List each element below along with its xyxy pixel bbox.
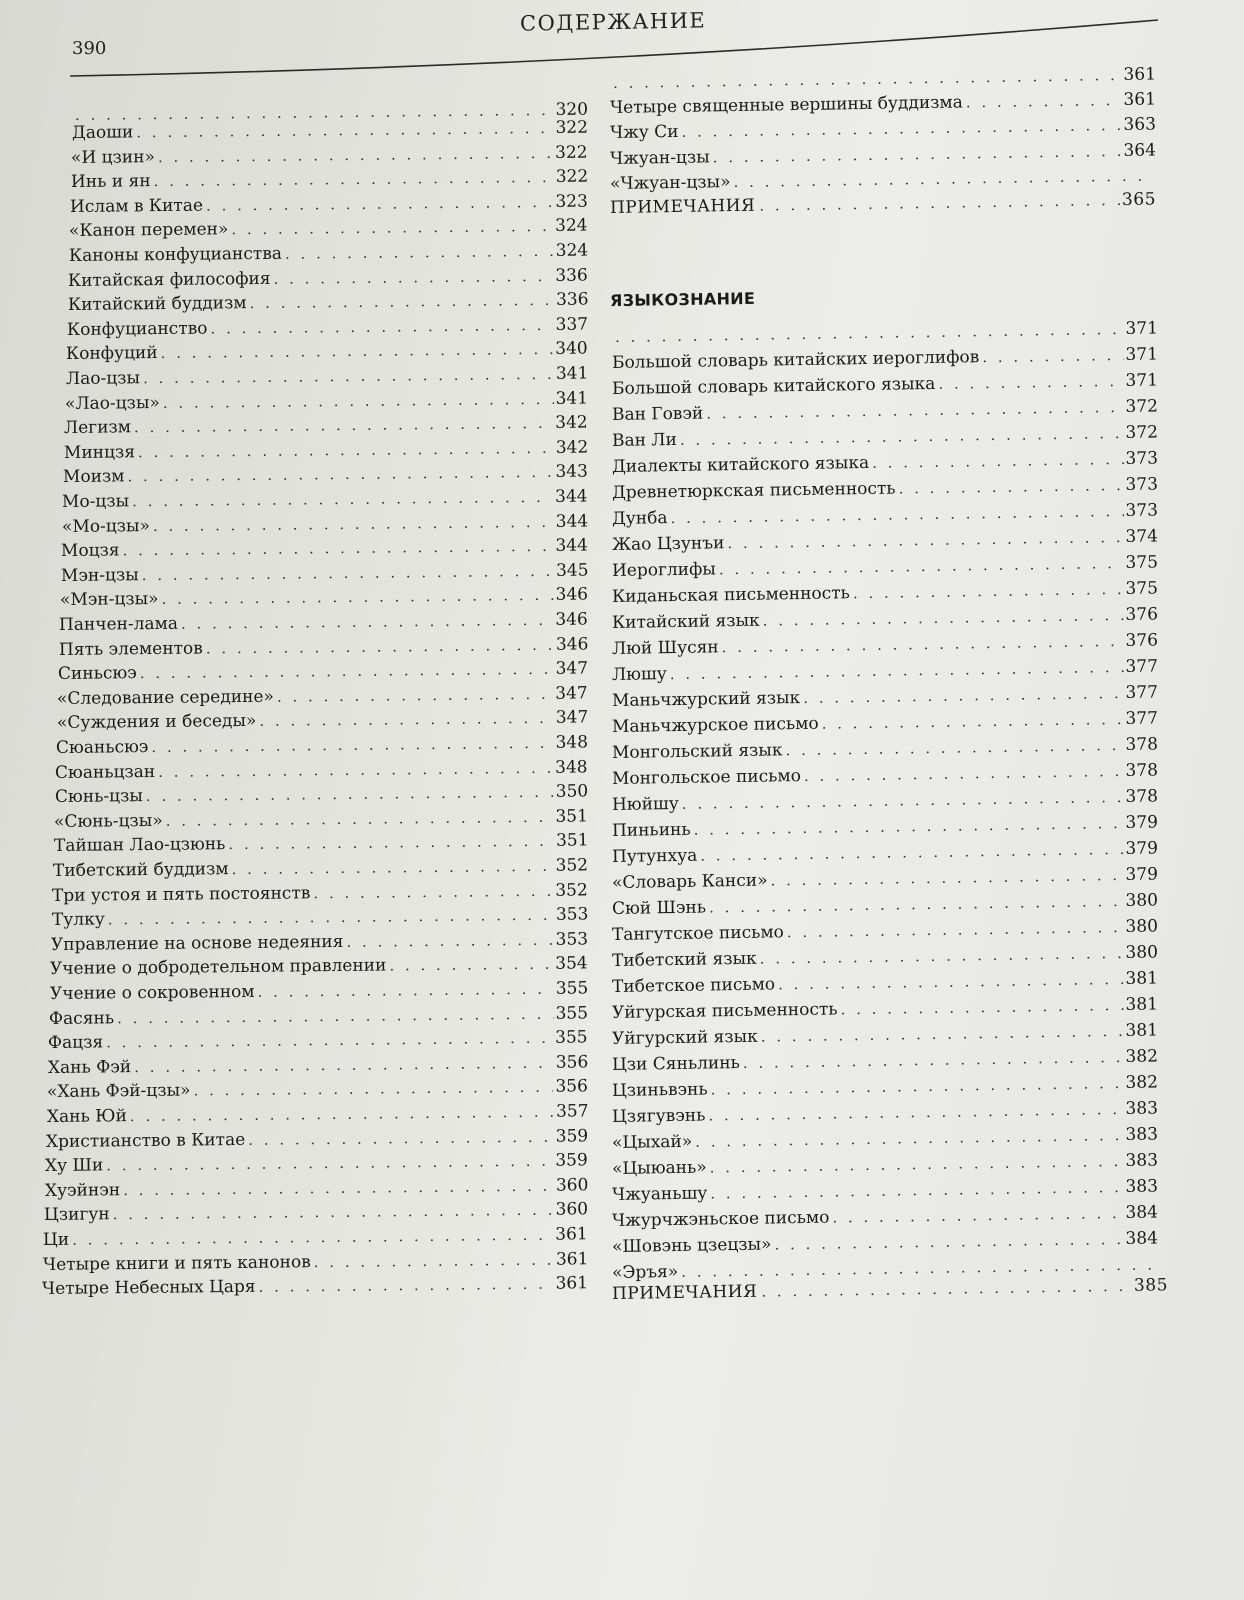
toc-entry-page: 383: [1125, 1150, 1159, 1171]
toc-entry-title: Христианство в Китае: [45, 1129, 246, 1152]
toc-leader-dots: [681, 114, 1121, 143]
toc-entry[interactable]: [612, 551, 1158, 582]
toc-section-top-number: . . . 371: [612, 317, 1158, 348]
toc-entry-page: 384: [1125, 1228, 1159, 1249]
toc-leader-dots: [733, 164, 1154, 193]
toc-entry-page: 342: [555, 412, 589, 434]
toc-entry-title: Люй Шусян: [611, 637, 719, 659]
toc-entry-title: Пять элементов: [58, 638, 203, 660]
notes-label: ПРИМЕЧАНИЯ: [609, 195, 756, 218]
toc-entry-title: Большой словарь китайских иероглифов: [611, 347, 980, 373]
toc-entry[interactable]: [612, 395, 1158, 426]
toc-entry-page: 322: [555, 117, 589, 138]
toc-entry[interactable]: [612, 1149, 1158, 1180]
toc-entry-page: 377: [1125, 682, 1159, 703]
toc-entry-page: 344: [555, 511, 589, 532]
toc-entry-page: 341: [555, 388, 589, 409]
toc-entry[interactable]: [612, 629, 1158, 660]
toc-entry-page: 355: [555, 1027, 589, 1048]
toc-entry[interactable]: [612, 1227, 1158, 1258]
toc-entry-page: 360: [555, 1175, 589, 1196]
toc-leader-dots: [700, 838, 1124, 867]
toc-entry-title: Диалекты китайского языка: [611, 452, 870, 477]
toc-entry[interactable]: [612, 577, 1158, 608]
toc-entry[interactable]: [612, 1071, 1158, 1102]
toc-entry-title: Тибетское письмо: [611, 974, 776, 997]
toc-entry-title: «Мо-цзы»: [61, 515, 150, 537]
toc-entry-page: 353: [555, 904, 589, 925]
toc-leader-dots: [761, 1020, 1124, 1048]
toc-entry[interactable]: [612, 941, 1158, 972]
toc-entry-page: 342: [555, 437, 589, 458]
toc-entry-page: 346: [555, 609, 589, 630]
toc-entry-title: Люшу: [611, 664, 667, 685]
toc-leader-dots: [770, 864, 1123, 892]
toc-entry-title: Хань Фэй: [47, 1056, 131, 1078]
toc-entry-page: 378: [1125, 760, 1159, 781]
toc-entry-page: 345: [555, 560, 589, 581]
toc-entry-title: Уйгурская письменность: [611, 999, 838, 1023]
toc-entry-page: 373: [1125, 500, 1159, 521]
toc-entry-page: 346: [555, 584, 589, 606]
toc-entry-title: Ху Ши: [45, 1155, 104, 1177]
toc-entry[interactable]: [612, 759, 1158, 790]
toc-entry-page: 376: [1125, 630, 1159, 651]
toc-leader-dots: [713, 140, 1122, 168]
toc-entry-title: «Цыхай»: [611, 1131, 693, 1153]
toc-entry-title: Конфуцианство: [66, 318, 208, 340]
toc-entry-title: Ислам в Китае: [69, 195, 204, 217]
notes-page: 365: [1121, 189, 1157, 210]
toc-leader-dots: [803, 682, 1124, 709]
toc-leader-dots: [706, 396, 1124, 425]
toc-leader-dots: [695, 1124, 1124, 1153]
toc-entry-page: 380: [1125, 942, 1159, 963]
toc-entry-title: Тибетский буддизм: [52, 859, 229, 881]
toc-entry[interactable]: [612, 967, 1158, 998]
toc-entry-title: Маньчжурский язык: [611, 688, 801, 711]
toc-entry-title: Ван Говэй: [611, 403, 704, 425]
toc-entry-page: 322: [555, 142, 589, 163]
toc-entry-title: Уйгурский язык: [611, 1026, 758, 1049]
toc-entry[interactable]: [612, 681, 1158, 712]
toc-entry-title: Хуэйнэн: [44, 1180, 120, 1201]
toc-entry-title: Фацзя: [48, 1032, 104, 1054]
toc-entry-page: 348: [555, 757, 589, 778]
toc-leader-dots: [743, 1046, 1124, 1074]
toc-entry[interactable]: [612, 915, 1158, 946]
toc-entry-title: Четыре книги и пять канонов: [42, 1251, 311, 1275]
toc-entry-title: Древнетюркская письменность: [611, 478, 896, 503]
notes-page: 385: [1133, 1275, 1169, 1296]
toc-leader-dots: [853, 578, 1124, 604]
toc-leader-dots: [821, 708, 1123, 735]
toc-entry-title: Цзягувэнь: [611, 1105, 706, 1127]
toc-entry-page: 337: [555, 314, 589, 335]
toc-entry-title: «Чжуан-цзы»: [609, 171, 731, 194]
toc-entry-title: «Лао-цзы»: [64, 392, 160, 414]
toc-entry-page: 373: [1125, 448, 1159, 469]
toc-entry-title: Монгольское письмо: [611, 766, 802, 789]
toc-entry-page: 343: [555, 461, 589, 483]
toc-entry-page: 344: [555, 486, 589, 507]
toc-entry-page: 382: [1125, 1072, 1159, 1093]
toc-entry-page: 376: [1125, 604, 1159, 625]
toc-entry-page: 372: [1125, 396, 1159, 417]
toc-leader-dots: [872, 448, 1124, 474]
toc-entry-title: «Хань Фэй-цзы»: [46, 1080, 191, 1103]
toc-entry[interactable]: [612, 473, 1158, 504]
toc-entry-page: 361: [555, 1248, 589, 1270]
toc-entry-page: 377: [1125, 656, 1159, 677]
toc-entry-page: 360: [555, 1199, 589, 1221]
toc-entry-page: 348: [555, 732, 589, 753]
toc-entry-title: Даоши: [71, 122, 134, 143]
toc-entry-page: 381: [1125, 1020, 1159, 1041]
toc-entry-page: 356: [555, 1052, 589, 1073]
toc-entry-title: «И цзин»: [71, 146, 156, 168]
toc-entry-title: Цзиньвэнь: [611, 1079, 708, 1101]
toc-entry-page: 336: [555, 265, 589, 286]
toc-entry-title: Учение о сокровенном: [49, 981, 255, 1004]
toc-entry-page: 344: [555, 535, 589, 557]
toc-entry-title: Синьсюэ: [57, 663, 137, 685]
toc-entry[interactable]: [612, 1045, 1158, 1076]
toc-entry-title: Мэн-цзы: [60, 564, 139, 586]
toc-entry-title: «Суждения и беседы»: [56, 711, 257, 734]
page-number: 390: [72, 38, 107, 59]
toc-entry[interactable]: [612, 707, 1158, 738]
toc-entry-title: «Шовэнь цзецзы»: [611, 1234, 772, 1257]
toc-entry-page: 324: [555, 240, 589, 261]
toc-leader-dots: [670, 656, 1124, 685]
toc-entry-page: 378: [1125, 786, 1159, 807]
toc-entry-page: 375: [1125, 552, 1159, 573]
toc-entry-title: Мо-цзы: [62, 491, 130, 512]
toc-leader-dots: [709, 890, 1124, 919]
toc-entry-page: 373: [1125, 474, 1159, 495]
toc-entry-page: 363: [1123, 114, 1157, 136]
toc-entry-page: 356: [555, 1076, 589, 1098]
toc-entry-page: 336: [555, 289, 589, 311]
toc-entry-title: «Эръя»: [611, 1261, 679, 1283]
toc-entry[interactable]: [612, 863, 1158, 894]
toc-entry[interactable]: [612, 993, 1158, 1024]
toc-leader-dots: [763, 604, 1124, 632]
toc-entry-page: 383: [1125, 1176, 1159, 1197]
toc-entry-title: Панчен-лама: [59, 613, 179, 635]
toc-entry-title: Инь и ян: [70, 171, 151, 193]
toc-entry-title: Иероглифы: [611, 559, 717, 581]
toc-top-number-left: . . . 320: [72, 99, 588, 126]
toc-entry-title: Четыре священные вершины буддизма: [609, 92, 963, 118]
toc-entry-title: Нюйшу: [611, 793, 679, 815]
toc-entry-page: 381: [1125, 994, 1159, 1015]
toc-entry-page: 361: [555, 1273, 589, 1294]
toc-entry-title: Учение о добродетельном правлении: [50, 955, 387, 980]
toc-entry-title: Чжуан-цзы: [609, 147, 710, 169]
toc-entry[interactable]: [612, 1123, 1158, 1154]
toc-entry-page: 352: [555, 855, 589, 876]
toc-entry-title: Фасянь: [48, 1007, 115, 1029]
toc-leader-dots: [804, 760, 1124, 787]
toc-leader-dots: [938, 370, 1123, 395]
toc-entry[interactable]: [612, 1201, 1158, 1232]
toc-entry-page: 379: [1125, 838, 1159, 859]
toc-entry-page: 379: [1125, 864, 1159, 885]
notes-label: ПРИМЕЧАНИЯ: [611, 1281, 758, 1304]
toc-entry-title: Тибетский язык: [611, 948, 757, 971]
toc-entry-page: 359: [555, 1125, 589, 1147]
toc-entry-page: 383: [1125, 1124, 1159, 1145]
toc-leader-dots: [710, 1150, 1124, 1178]
toc-leader-dots: [680, 422, 1124, 451]
toc-leader-dots: [708, 1098, 1123, 1127]
toc-entry-page: 354: [555, 953, 589, 975]
toc-entry[interactable]: [612, 603, 1158, 634]
toc-leader-dots: [787, 916, 1124, 943]
toc-entry-title: Цзи Сяньлинь: [611, 1052, 741, 1075]
toc-entry-title: Китайская философия: [68, 268, 271, 291]
toc-entry-title: Тангутское письмо: [611, 922, 784, 945]
toc-entry-title: Маньчжурское письмо: [611, 713, 819, 737]
toc-entry-title: Ци: [43, 1229, 70, 1250]
toc-entry-page: 350: [555, 781, 589, 802]
toc-entry[interactable]: [612, 655, 1158, 686]
toc-entry-page: 322: [555, 166, 589, 188]
toc-leader-dots: [719, 552, 1124, 580]
toc-entry-title: Моцзя: [60, 540, 120, 562]
toc-entry-page: 347: [555, 658, 589, 679]
toc-entry-page: 353: [555, 929, 589, 950]
toc-entry-title: Конфуций: [66, 343, 159, 365]
toc-entry-page: 323: [555, 191, 589, 212]
toc-leader-dots: [722, 630, 1124, 658]
toc-entry-title: Управление на основе недеяния: [50, 931, 344, 955]
toc-leader-dots: [682, 786, 1124, 815]
toc-entry[interactable]: [612, 837, 1158, 868]
toc-entry-title: Ван Ли: [611, 429, 678, 451]
toc-entry-title: Хань Юй: [46, 1106, 127, 1127]
toc-entry-page: 361: [1123, 89, 1157, 110]
section-heading-linguistics: ЯЗЫКОЗНАНИЕ: [609, 288, 756, 311]
toc-entry[interactable]: [612, 369, 1158, 400]
toc-entry-page: 346: [555, 634, 589, 655]
toc-entry-title: Китайский язык: [611, 610, 760, 633]
toc-entry-title: Чжу Си: [609, 122, 679, 144]
toc-entry-title: «Словарь Канси»: [611, 870, 768, 893]
toc-leader-dots: [710, 1176, 1124, 1204]
toc-entry-title: «Канон перемен»: [69, 219, 229, 242]
toc-entry-page: 355: [555, 978, 589, 999]
toc-entry-page: 383: [1125, 1098, 1159, 1119]
toc-entry-title: Сюаньцзан: [55, 761, 156, 783]
toc-entry[interactable]: [612, 785, 1158, 816]
toc-entry-page: 347: [555, 683, 589, 704]
toc-entry-page: 352: [555, 879, 589, 901]
toc-entry-title: Моизм: [62, 466, 125, 488]
toc-entry-title: Чжуаньшу: [611, 1183, 708, 1205]
toc-entry-page: 378: [1125, 734, 1159, 755]
toc-entry-page: 361: [555, 1224, 589, 1245]
toc-entry-page: 364: [1123, 140, 1157, 161]
toc-leader-dots: [693, 812, 1123, 841]
toc-entry-page: 384: [1125, 1202, 1159, 1223]
toc-entry[interactable]: [612, 1175, 1158, 1206]
toc-entry-page: 374: [1125, 526, 1159, 547]
toc-entry-title: Минцзя: [63, 442, 135, 463]
toc-leader-dots: [774, 1228, 1123, 1255]
toc-entry-title: «Сюнь-цзы»: [53, 810, 163, 832]
toc-entry-title: Большой словарь китайского языка: [611, 373, 936, 399]
toc-entry-page: 341: [555, 363, 589, 384]
toc-entry[interactable]: [612, 733, 1158, 764]
toc-entry-title: Лао-цзы: [65, 368, 140, 389]
toc-entry-page: 380: [1125, 890, 1159, 911]
toc-entry-title: «Мэн-цзы»: [59, 589, 159, 611]
toc-entry-title: Киданьская письменность: [611, 583, 851, 607]
toc-leader-dots: [898, 474, 1123, 500]
toc-entry[interactable]: [612, 811, 1158, 842]
toc-entry-title: Сюнь-цзы: [54, 786, 143, 808]
toc-entry-title: Дунба: [611, 508, 668, 529]
running-header-title: СОДЕРЖАНИЕ: [519, 8, 707, 36]
toc-entry-page: 372: [1125, 422, 1159, 443]
toc-entry-page: 371: [1125, 344, 1159, 365]
toc-entry-page: 379: [1125, 812, 1159, 833]
toc-entry-title: Три устоя и пять постоянств: [52, 882, 311, 906]
toc-entry-title: Четыре Небесных Царя: [41, 1276, 256, 1300]
toc-entry-title: Тайшан Лао-цзюнь: [53, 834, 225, 857]
toc-entry[interactable]: [612, 1019, 1158, 1050]
toc-leader-dots: [785, 734, 1123, 761]
toc-entry-page: 371: [1125, 370, 1159, 391]
toc-entry-title: Тулку: [51, 909, 105, 931]
toc-entry[interactable]: [612, 447, 1158, 478]
toc-entry-title: Путунхуа: [611, 845, 698, 867]
toc-entry-page: 375: [1125, 578, 1159, 599]
toc-leader-dots: [982, 344, 1124, 368]
toc-entry-title: «Цыюань»: [611, 1157, 707, 1179]
toc-entry-page: 347: [555, 707, 589, 729]
toc-entry-page: 324: [555, 215, 589, 237]
toc-entry-title: Каноны конфуцианства: [68, 243, 282, 266]
toc-entry-page: 355: [555, 1002, 589, 1024]
toc-leader-dots: [840, 994, 1123, 1020]
toc-entry-page: 382: [1125, 1046, 1159, 1067]
toc-leader-dots: [966, 89, 1122, 113]
toc-leader-dots: [727, 526, 1123, 554]
toc-leader-dots: [832, 1202, 1123, 1229]
toc-leader-dots: [778, 968, 1124, 995]
toc-leader-dots: [760, 942, 1124, 970]
toc-entry-page: 380: [1125, 916, 1159, 937]
toc-entry-page: 359: [555, 1150, 589, 1171]
toc-entry-title: Пиньинь: [611, 819, 691, 841]
toc-entry-page: 357: [555, 1101, 589, 1122]
toc-entry-page: 351: [555, 806, 589, 827]
toc-entry-page: 377: [1125, 708, 1159, 729]
toc-entry-title: Китайский буддизм: [67, 293, 247, 316]
toc-entry-page: 340: [555, 338, 589, 360]
toc-leader-dots: [670, 500, 1123, 529]
toc-entry-title: Легизм: [64, 417, 132, 439]
toc-entry-title: Сюй Шэнь: [611, 897, 707, 919]
toc-entry[interactable]: [612, 525, 1158, 556]
toc-entry-page: 381: [1125, 968, 1159, 989]
toc-entry[interactable]: [612, 421, 1158, 452]
toc-entry-title: «Следование середине»: [57, 686, 275, 709]
toc-entry-title: Чжурчжэньское письмо: [611, 1207, 830, 1231]
toc-entry[interactable]: [612, 499, 1158, 530]
toc-leader-dots: [711, 1072, 1124, 1100]
toc-entry-title: Сюаньсюэ: [55, 737, 149, 758]
toc-entry-title: Монгольский язык: [611, 740, 783, 763]
toc-entry[interactable]: [612, 1097, 1158, 1128]
toc-entry[interactable]: [612, 889, 1158, 920]
toc-entry-title: Жао Цзунъи: [611, 533, 725, 555]
toc-entry-title: Цзигун: [43, 1204, 110, 1226]
toc-top-number-right: . . . 361: [610, 63, 1156, 94]
toc-entry-page: 351: [555, 830, 589, 852]
toc-entry[interactable]: [612, 343, 1158, 374]
